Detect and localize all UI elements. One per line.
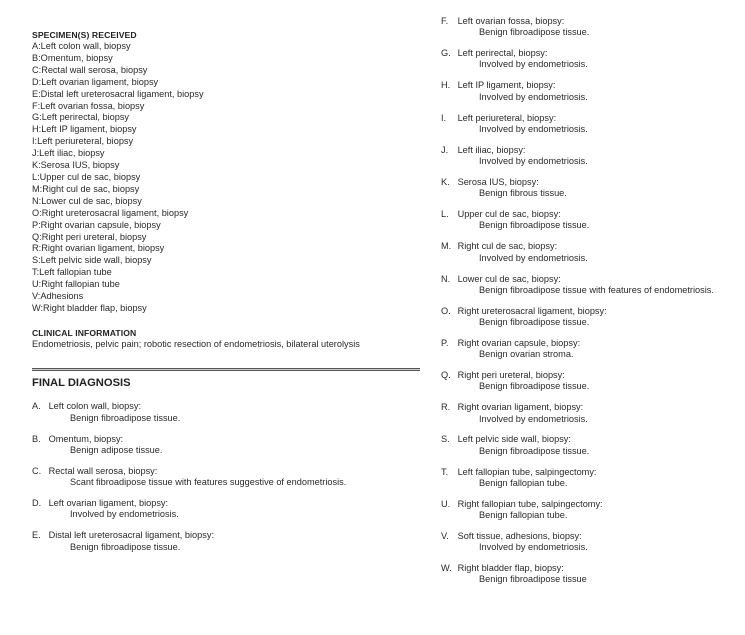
diagnosis-site-text: Rectal wall serosa, biopsy: xyxy=(48,465,158,476)
specimen-item: C:Rectal wall serosa, biopsy xyxy=(32,64,148,75)
diagnosis-letter: D. xyxy=(32,498,42,509)
specimen-item: F:Left ovarian fossa, biopsy xyxy=(32,100,145,111)
diagnosis-letter: L. xyxy=(441,209,449,220)
diagnosis-result: Benign fibroadipose tissue. xyxy=(479,27,590,38)
diagnosis-letter: R. xyxy=(441,402,451,413)
left-column xyxy=(32,30,422,563)
specimen-item: P:Right ovarian capsule, biopsy xyxy=(32,219,161,230)
specimen-item: S:Left pelvic side wall, biopsy xyxy=(32,255,152,266)
diagnosis-result: Involved by endometriosis. xyxy=(479,252,588,263)
final-diagnosis-list-left xyxy=(32,401,422,553)
diagnosis-item xyxy=(32,530,422,553)
diagnosis-letter: F. xyxy=(441,16,449,26)
final-diagnosis-list-right xyxy=(441,16,741,586)
specimen-item: L:Upper cul de sac, biopsy xyxy=(32,171,141,182)
diagnosis-site-text: Left iliac, biopsy: xyxy=(457,144,526,155)
final-diagnosis-heading: FINAL DIAGNOSIS xyxy=(32,377,131,390)
clinical-information-section xyxy=(32,328,422,351)
diagnosis-site xyxy=(441,434,741,445)
diagnosis-letter: H. xyxy=(441,80,451,91)
diagnosis-site xyxy=(441,209,741,220)
diagnosis-letter: Q. xyxy=(441,370,451,381)
diagnosis-letter: W. xyxy=(441,563,452,574)
specimens-section xyxy=(32,30,422,315)
diagnosis-item xyxy=(441,499,741,522)
specimen-item: U:Right fallopian tube xyxy=(32,279,120,290)
diagnosis-letter: A. xyxy=(32,401,41,412)
diagnosis-item xyxy=(441,338,741,361)
diagnosis-result: Benign fibroadipose tissue. xyxy=(479,445,590,456)
diagnosis-site-text: Omentum, biopsy: xyxy=(48,433,124,444)
specimen-item: G:Left perirectal, biopsy xyxy=(32,112,130,123)
diagnosis-result: Involved by endometriosis. xyxy=(479,542,588,553)
specimen-item: A:Left colon wall, biopsy xyxy=(32,41,131,51)
diagnosis-site xyxy=(32,401,422,412)
specimen-item: O:Right ureterosacral ligament, biopsy xyxy=(32,207,189,218)
diagnosis-letter: I. xyxy=(441,112,447,123)
diagnosis-site-text: Left pelvic side wall, biopsy: xyxy=(457,434,571,445)
diagnosis-item xyxy=(441,274,741,297)
diagnosis-site xyxy=(441,48,741,59)
diagnosis-result: Scant fibroadipose tissue with features suggestive of endometriosis. xyxy=(70,477,347,488)
section-divider xyxy=(32,368,420,371)
diagnosis-site xyxy=(32,498,422,509)
diagnosis-site xyxy=(441,338,741,349)
specimen-item: I:Left periureteral, biopsy xyxy=(32,136,134,147)
diagnosis-item xyxy=(32,498,422,521)
diagnosis-site-text: Left perirectal, biopsy: xyxy=(457,48,548,59)
specimens-list xyxy=(32,41,422,315)
diagnosis-site xyxy=(441,145,741,156)
diagnosis-letter: J. xyxy=(441,144,449,155)
diagnosis-item xyxy=(32,466,422,489)
diagnosis-site-text: Left periureteral, biopsy: xyxy=(457,112,557,123)
diagnosis-result: Involved by endometriosis. xyxy=(479,413,588,424)
diagnosis-result: Benign fibroadipose tissue. xyxy=(479,316,590,327)
diagnosis-site-text: Serosa IUS, biopsy: xyxy=(457,176,539,187)
diagnosis-item xyxy=(441,113,741,136)
diagnosis-site-text: Distal left ureterosacral ligament, biopsy: xyxy=(48,530,215,541)
diagnosis-item xyxy=(32,401,422,424)
diagnosis-site xyxy=(441,563,741,574)
diagnosis-site-text: Left colon wall, biopsy: xyxy=(48,401,141,412)
diagnosis-item xyxy=(441,48,741,71)
diagnosis-item xyxy=(441,16,741,39)
specimen-item: H:Left IP ligament, biopsy xyxy=(32,124,137,135)
diagnosis-site-text: Left ovarian fossa, biopsy: xyxy=(457,16,565,26)
diagnosis-result: Involved by endometriosis. xyxy=(479,91,588,102)
diagnosis-result: Involved by endometriosis. xyxy=(479,59,588,70)
diagnosis-letter: B. xyxy=(32,433,41,444)
diagnosis-site-text: Right peri ureteral, biopsy: xyxy=(457,370,565,381)
diagnosis-letter: E. xyxy=(32,530,41,541)
diagnosis-result: Benign fibrous tissue. xyxy=(479,188,567,199)
diagnosis-result: Involved by endometriosis. xyxy=(479,123,588,134)
diagnosis-result: Benign fibroadipose tissue. xyxy=(70,412,181,423)
specimen-item: V:Adhesions xyxy=(32,291,84,302)
diagnosis-site-text: Right fallopian tube, salpingectomy: xyxy=(457,498,603,509)
diagnosis-letter: N. xyxy=(441,273,451,284)
diagnosis-letter: M. xyxy=(441,241,452,252)
diagnosis-site-text: Right ovarian capsule, biopsy: xyxy=(457,337,581,348)
diagnosis-item xyxy=(441,209,741,232)
diagnosis-result: Benign fallopian tube. xyxy=(479,477,568,488)
specimen-item: E:Distal left ureterosacral ligament, biopsy xyxy=(32,88,204,99)
specimen-item: N:Lower cul de sac, biopsy xyxy=(32,195,142,206)
diagnosis-result: Benign fibroadipose tissue with features of endometriosis. xyxy=(479,284,714,295)
specimen-item: Q:Right peri ureteral, biopsy xyxy=(32,231,147,242)
diagnosis-result: Involved by endometriosis. xyxy=(479,156,588,167)
specimen-item: R:Right ovarian ligament, biopsy xyxy=(32,243,165,254)
specimen-item: J:Left iliac, biopsy xyxy=(32,148,105,159)
diagnosis-letter: G. xyxy=(441,48,451,59)
right-column xyxy=(441,16,741,595)
diagnosis-site xyxy=(441,241,741,252)
diagnosis-letter: O. xyxy=(441,305,451,316)
diagnosis-site xyxy=(441,80,741,91)
diagnosis-site xyxy=(441,467,741,478)
diagnosis-item xyxy=(32,434,422,457)
diagnosis-result: Benign fallopian tube. xyxy=(479,510,568,521)
diagnosis-result: Benign fibroadipose tissue. xyxy=(479,381,590,392)
diagnosis-result: Benign adipose tissue. xyxy=(70,444,163,455)
diagnosis-site xyxy=(441,402,741,413)
diagnosis-site-text: Soft tissue, adhesions, biopsy: xyxy=(457,531,582,541)
diagnosis-site xyxy=(441,274,741,285)
diagnosis-site-text: Left ovarian ligament, biopsy: xyxy=(48,498,169,509)
diagnosis-result: Benign fibroadipose tissue. xyxy=(70,541,181,552)
diagnosis-site xyxy=(441,177,741,188)
diagnosis-site-text: Right bladder flap, biopsy: xyxy=(457,563,564,574)
diagnosis-item xyxy=(441,370,741,393)
diagnosis-item xyxy=(441,467,741,490)
diagnosis-site xyxy=(441,113,741,124)
diagnosis-result: Benign fibroadipose tissue. xyxy=(479,220,590,231)
diagnosis-site xyxy=(32,466,422,477)
diagnosis-letter: T. xyxy=(441,466,449,477)
diagnosis-item xyxy=(441,241,741,264)
clinical-information-heading: CLINICAL INFORMATION xyxy=(32,327,137,338)
diagnosis-site-text: Left IP ligament, biopsy: xyxy=(457,80,556,91)
diagnosis-site xyxy=(441,370,741,381)
specimens-heading: SPECIMEN(S) RECEIVED xyxy=(32,30,137,40)
diagnosis-site xyxy=(441,499,741,510)
diagnosis-letter: C. xyxy=(32,465,42,476)
diagnosis-item xyxy=(441,402,741,425)
diagnosis-letter: V. xyxy=(441,531,449,541)
diagnosis-site xyxy=(32,434,422,445)
specimen-item: D:Left ovarian ligament, biopsy xyxy=(32,76,159,87)
diagnosis-site-text: Lower cul de sac, biopsy: xyxy=(457,273,561,284)
diagnosis-letter: P. xyxy=(441,337,449,348)
diagnosis-site xyxy=(441,16,741,27)
diagnosis-item xyxy=(441,306,741,329)
diagnosis-site-text: Right ovarian ligament, biopsy: xyxy=(457,402,584,413)
specimen-item: W:Right bladder flap, biopsy xyxy=(32,302,147,313)
specimen-item: T:Left fallopian tube xyxy=(32,267,112,278)
diagnosis-result: Benign ovarian stroma. xyxy=(479,349,574,360)
diagnosis-site xyxy=(32,530,422,541)
diagnosis-item xyxy=(441,177,741,200)
diagnosis-item xyxy=(441,145,741,168)
clinical-information-text: Endometriosis, pelvic pain; robotic resection of endometriosis, bilateral uterolysis xyxy=(32,338,360,349)
specimen-item: K:Serosa IUS, biopsy xyxy=(32,160,120,171)
diagnosis-letter: K. xyxy=(441,176,450,187)
specimen-item: M:Right cul de sac, biopsy xyxy=(32,183,140,194)
diagnosis-result: Benign fibroadipose tissue xyxy=(479,574,587,585)
diagnosis-site-text: Right ureterosacral ligament, biopsy: xyxy=(457,305,607,316)
diagnosis-item xyxy=(441,563,741,586)
diagnosis-site-text: Left fallopian tube, salpingectomy: xyxy=(457,466,597,477)
diagnosis-item xyxy=(441,80,741,103)
diagnosis-site xyxy=(441,531,741,542)
diagnosis-item xyxy=(441,531,741,554)
diagnosis-site-text: Right cul de sac, biopsy: xyxy=(457,241,558,252)
diagnosis-item xyxy=(441,434,741,457)
specimen-item: B:Omentum, biopsy xyxy=(32,52,113,63)
diagnosis-letter: S. xyxy=(441,434,450,445)
diagnosis-site xyxy=(441,306,741,317)
diagnosis-site-text: Upper cul de sac, biopsy: xyxy=(457,209,561,220)
diagnosis-letter: U. xyxy=(441,498,451,509)
diagnosis-result: Involved by endometriosis. xyxy=(70,509,179,520)
